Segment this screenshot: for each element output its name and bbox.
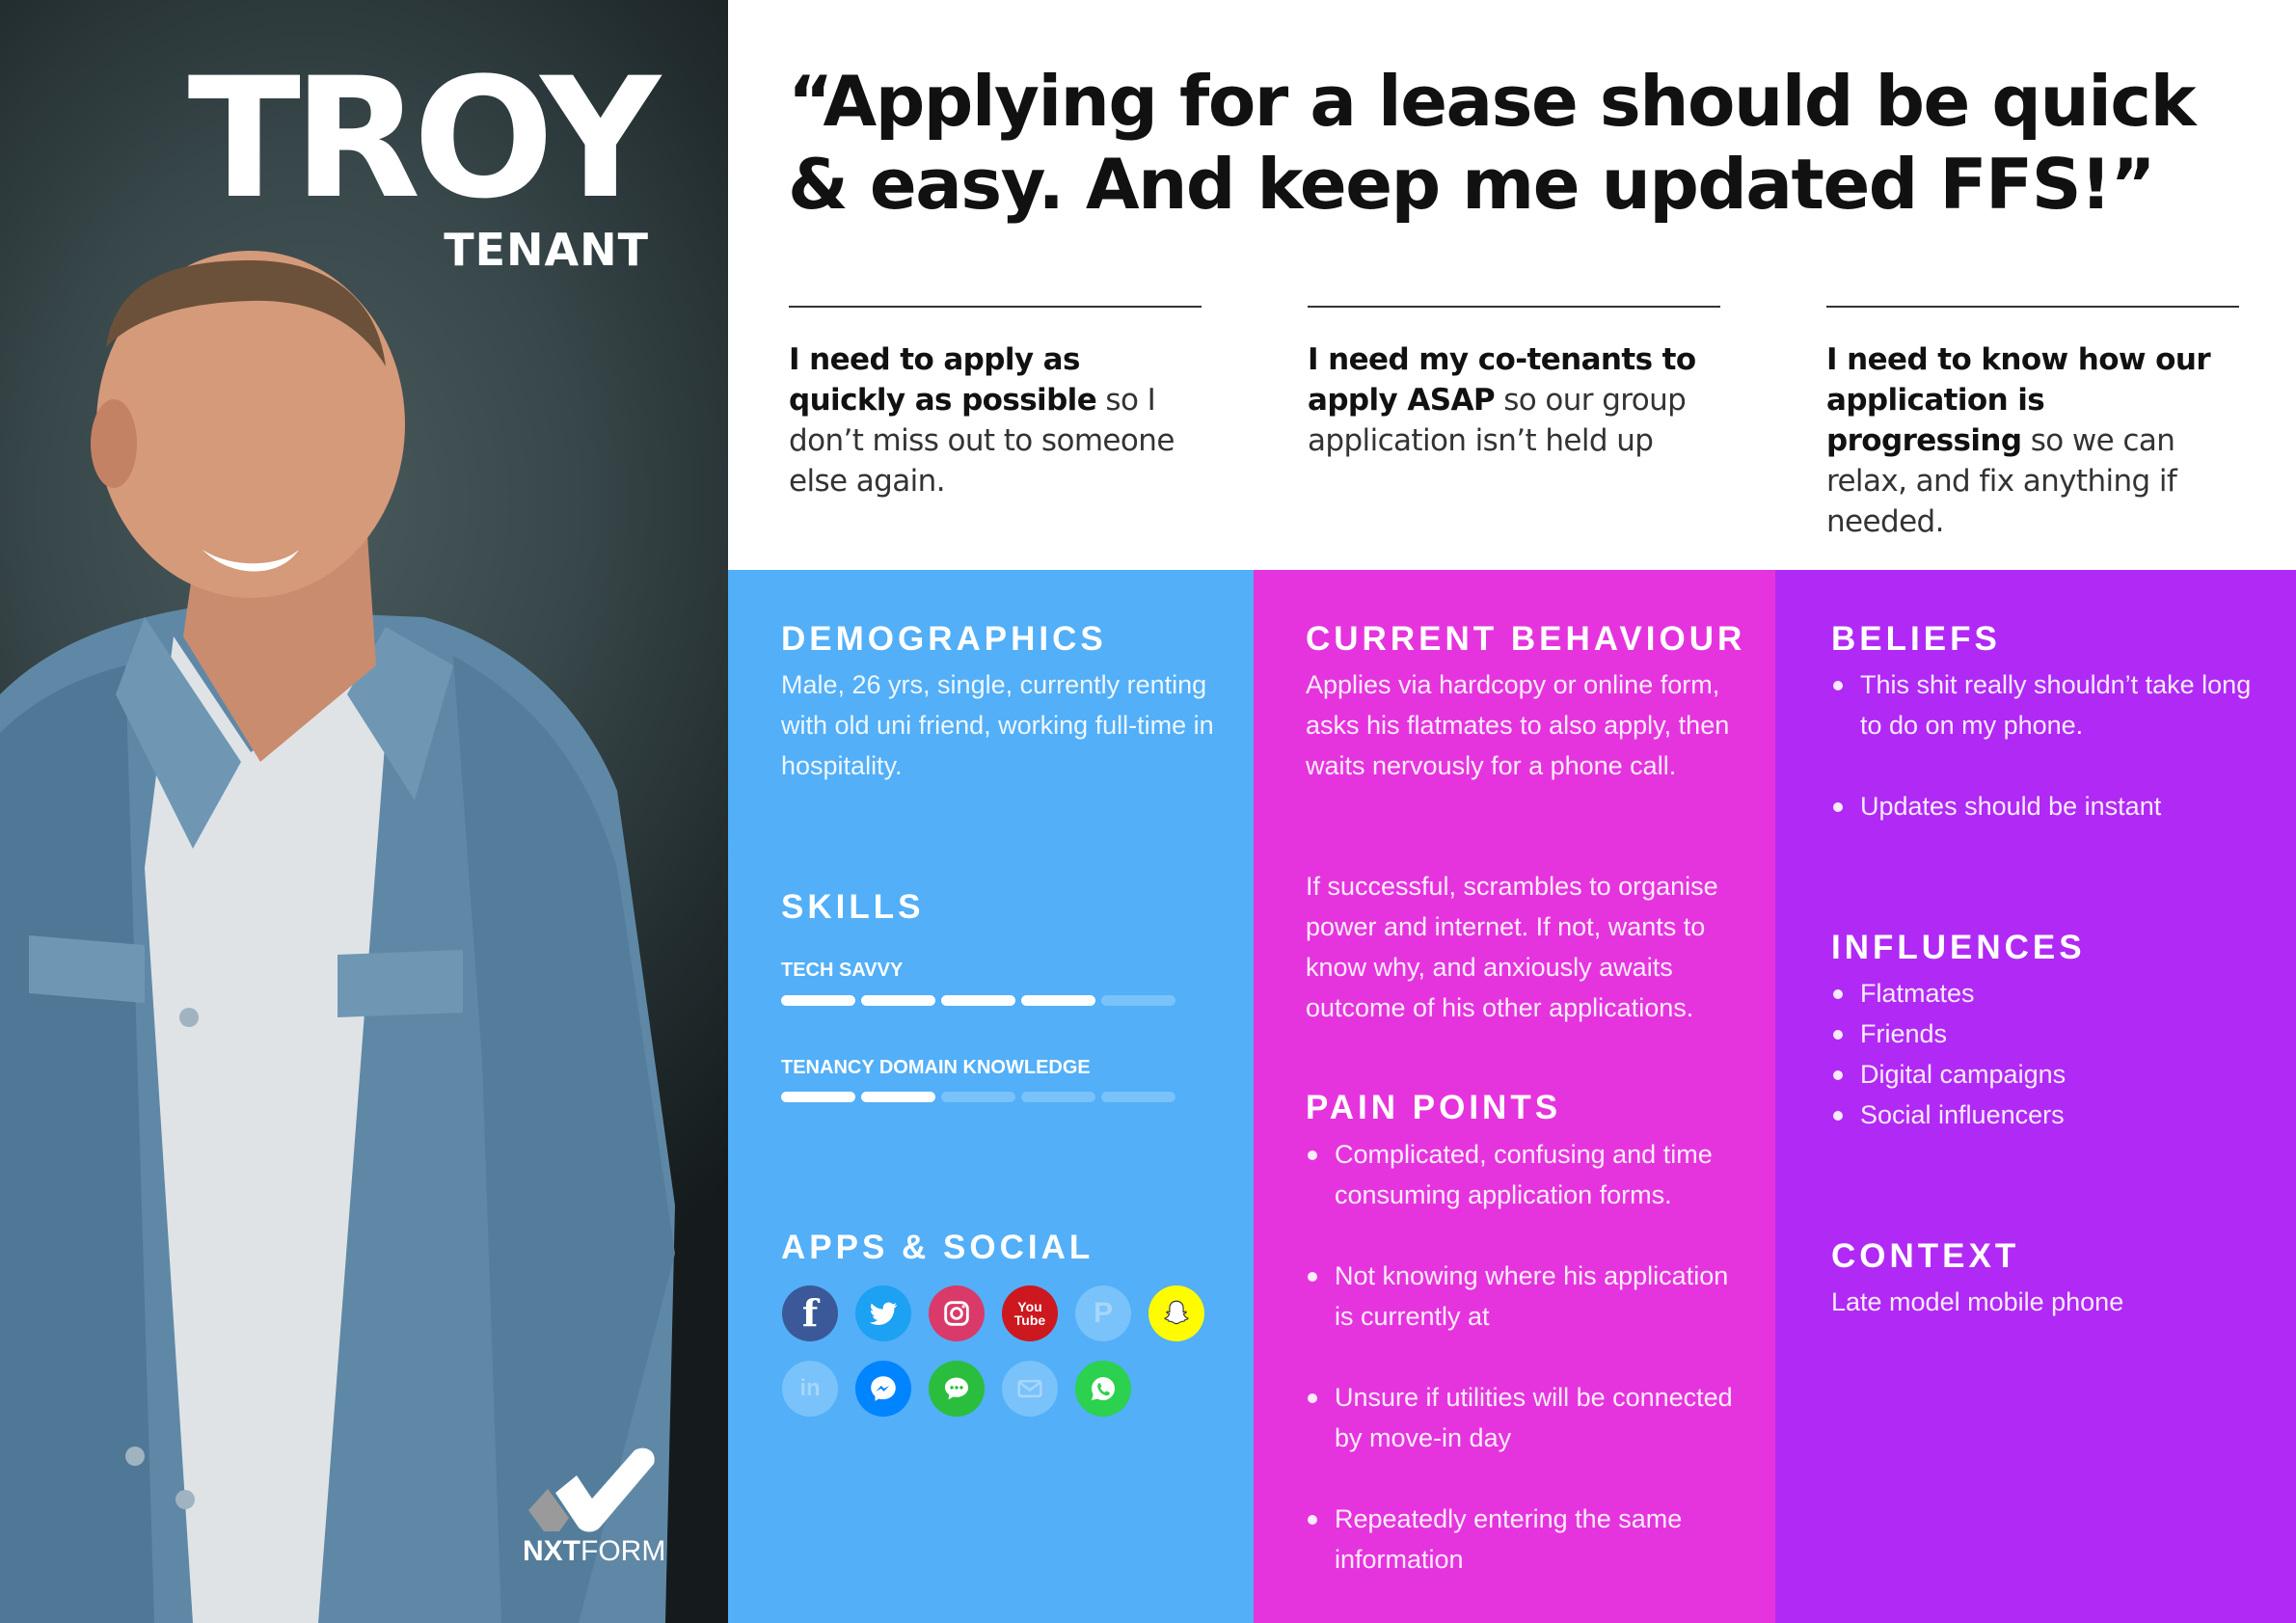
demographics-title: DEMOGRAPHICS — [781, 620, 1107, 658]
logo-check-icon — [521, 1447, 665, 1533]
twitter-icon — [855, 1285, 911, 1341]
need-text: I need to know how our application is progressing so we can relax, and fix anything if needed. — [1826, 342, 2211, 539]
skill-segment — [1101, 995, 1175, 1006]
list-item: Repeatedly entering the same information — [1306, 1499, 1740, 1580]
skill-meter-tenancy-knowledge — [781, 1092, 1175, 1102]
behaviour-text-2: If successful, scrambles to organise power and internet. If not, wants to know why, and anxiously awaits outcome of his other applications. — [1306, 872, 1718, 1022]
pinterest-icon: P — [1075, 1285, 1131, 1341]
list-item: Not knowing where his application is currently at — [1306, 1256, 1740, 1337]
need-text: I need my co-tenants to apply ASAP so our group application isn’t held up — [1308, 342, 1696, 458]
apps-icon-grid — [782, 1285, 1204, 1417]
need-text: I need to apply as quickly as possible so I don’t miss out to someone else again. — [789, 342, 1175, 499]
need-2 — [1308, 306, 1720, 461]
divider — [1308, 306, 1720, 308]
instagram-icon — [929, 1285, 985, 1341]
list-item: Complicated, confusing and time consuming application forms. — [1306, 1134, 1740, 1215]
list-item: Digital campaigns — [1831, 1054, 2255, 1095]
imessage-icon — [929, 1361, 985, 1417]
brand-logo — [521, 1447, 665, 1572]
pain-points-list — [1306, 1134, 1740, 1580]
skill-segment — [1101, 1092, 1175, 1102]
beliefs-list — [1831, 664, 2255, 826]
skill-label: TENANCY DOMAIN KNOWLEDGE — [781, 1057, 1091, 1078]
linkedin-icon: in — [782, 1361, 838, 1417]
list-item: Flatmates — [1831, 973, 2255, 1014]
context-title: CONTEXT — [1831, 1237, 2020, 1275]
pain-points-title: PAIN POINTS — [1306, 1089, 1562, 1126]
youtube-icon: You Tube — [1002, 1285, 1058, 1341]
persona-name: TROY — [187, 41, 653, 235]
divider — [789, 306, 1202, 308]
behaviour-text-1: Applies via hardcopy or online form, asks his flatmates to also apply, then waits nervously for a phone call. — [1306, 670, 1730, 780]
list-item: Updates should be instant — [1831, 786, 2255, 826]
divider — [1826, 306, 2239, 308]
skill-segment — [1021, 1092, 1095, 1102]
need-1 — [789, 306, 1202, 501]
skill-segment — [861, 995, 935, 1006]
column-profile — [728, 570, 1254, 1623]
list-item: Friends — [1831, 1014, 2255, 1054]
whatsapp-icon — [1075, 1361, 1131, 1417]
skills-title: SKILLS — [781, 888, 925, 926]
skill-segment — [941, 995, 1015, 1006]
skill-label: TECH SAVVY — [781, 960, 904, 981]
skill-segment — [941, 1092, 1015, 1102]
skill-segment — [781, 995, 855, 1006]
beliefs-title: BELIEFS — [1831, 620, 2001, 658]
skill-segment — [1021, 995, 1095, 1006]
brand-name: NXTFORM — [523, 1535, 666, 1567]
email-icon — [1002, 1361, 1058, 1417]
demographics-text: Male, 26 yrs, single, currently renting with old uni friend, working full-time in hospitality. — [781, 670, 1214, 780]
persona-quote: “Applying for a lease should be quick & easy. And keep me updated FFS!” — [788, 61, 2195, 225]
apps-title: APPS & SOCIAL — [781, 1229, 1094, 1266]
list-item: Social influencers — [1831, 1095, 2255, 1135]
influences-list — [1831, 973, 2255, 1135]
column-behaviour — [1254, 570, 1775, 1623]
list-item: Unsure if utilities will be connected by move-in day — [1306, 1377, 1740, 1458]
facebook-icon: f — [782, 1285, 838, 1341]
messenger-icon — [855, 1361, 911, 1417]
list-item: This shit really shouldn’t take long to do on my phone. — [1831, 664, 2255, 745]
skill-segment — [861, 1092, 935, 1102]
skill-meter-tech-savvy — [781, 995, 1175, 1006]
need-3 — [1826, 306, 2239, 542]
behaviour-title: CURRENT BEHAVIOUR — [1306, 620, 1746, 658]
column-beliefs — [1775, 570, 2296, 1623]
persona-photo-panel — [0, 0, 728, 1623]
context-text: Late model mobile phone — [1831, 1287, 2124, 1316]
persona-role: TENANT — [444, 224, 649, 276]
snapchat-icon — [1148, 1285, 1204, 1341]
influences-title: INFLUENCES — [1831, 929, 2086, 966]
skill-segment — [781, 1092, 855, 1102]
